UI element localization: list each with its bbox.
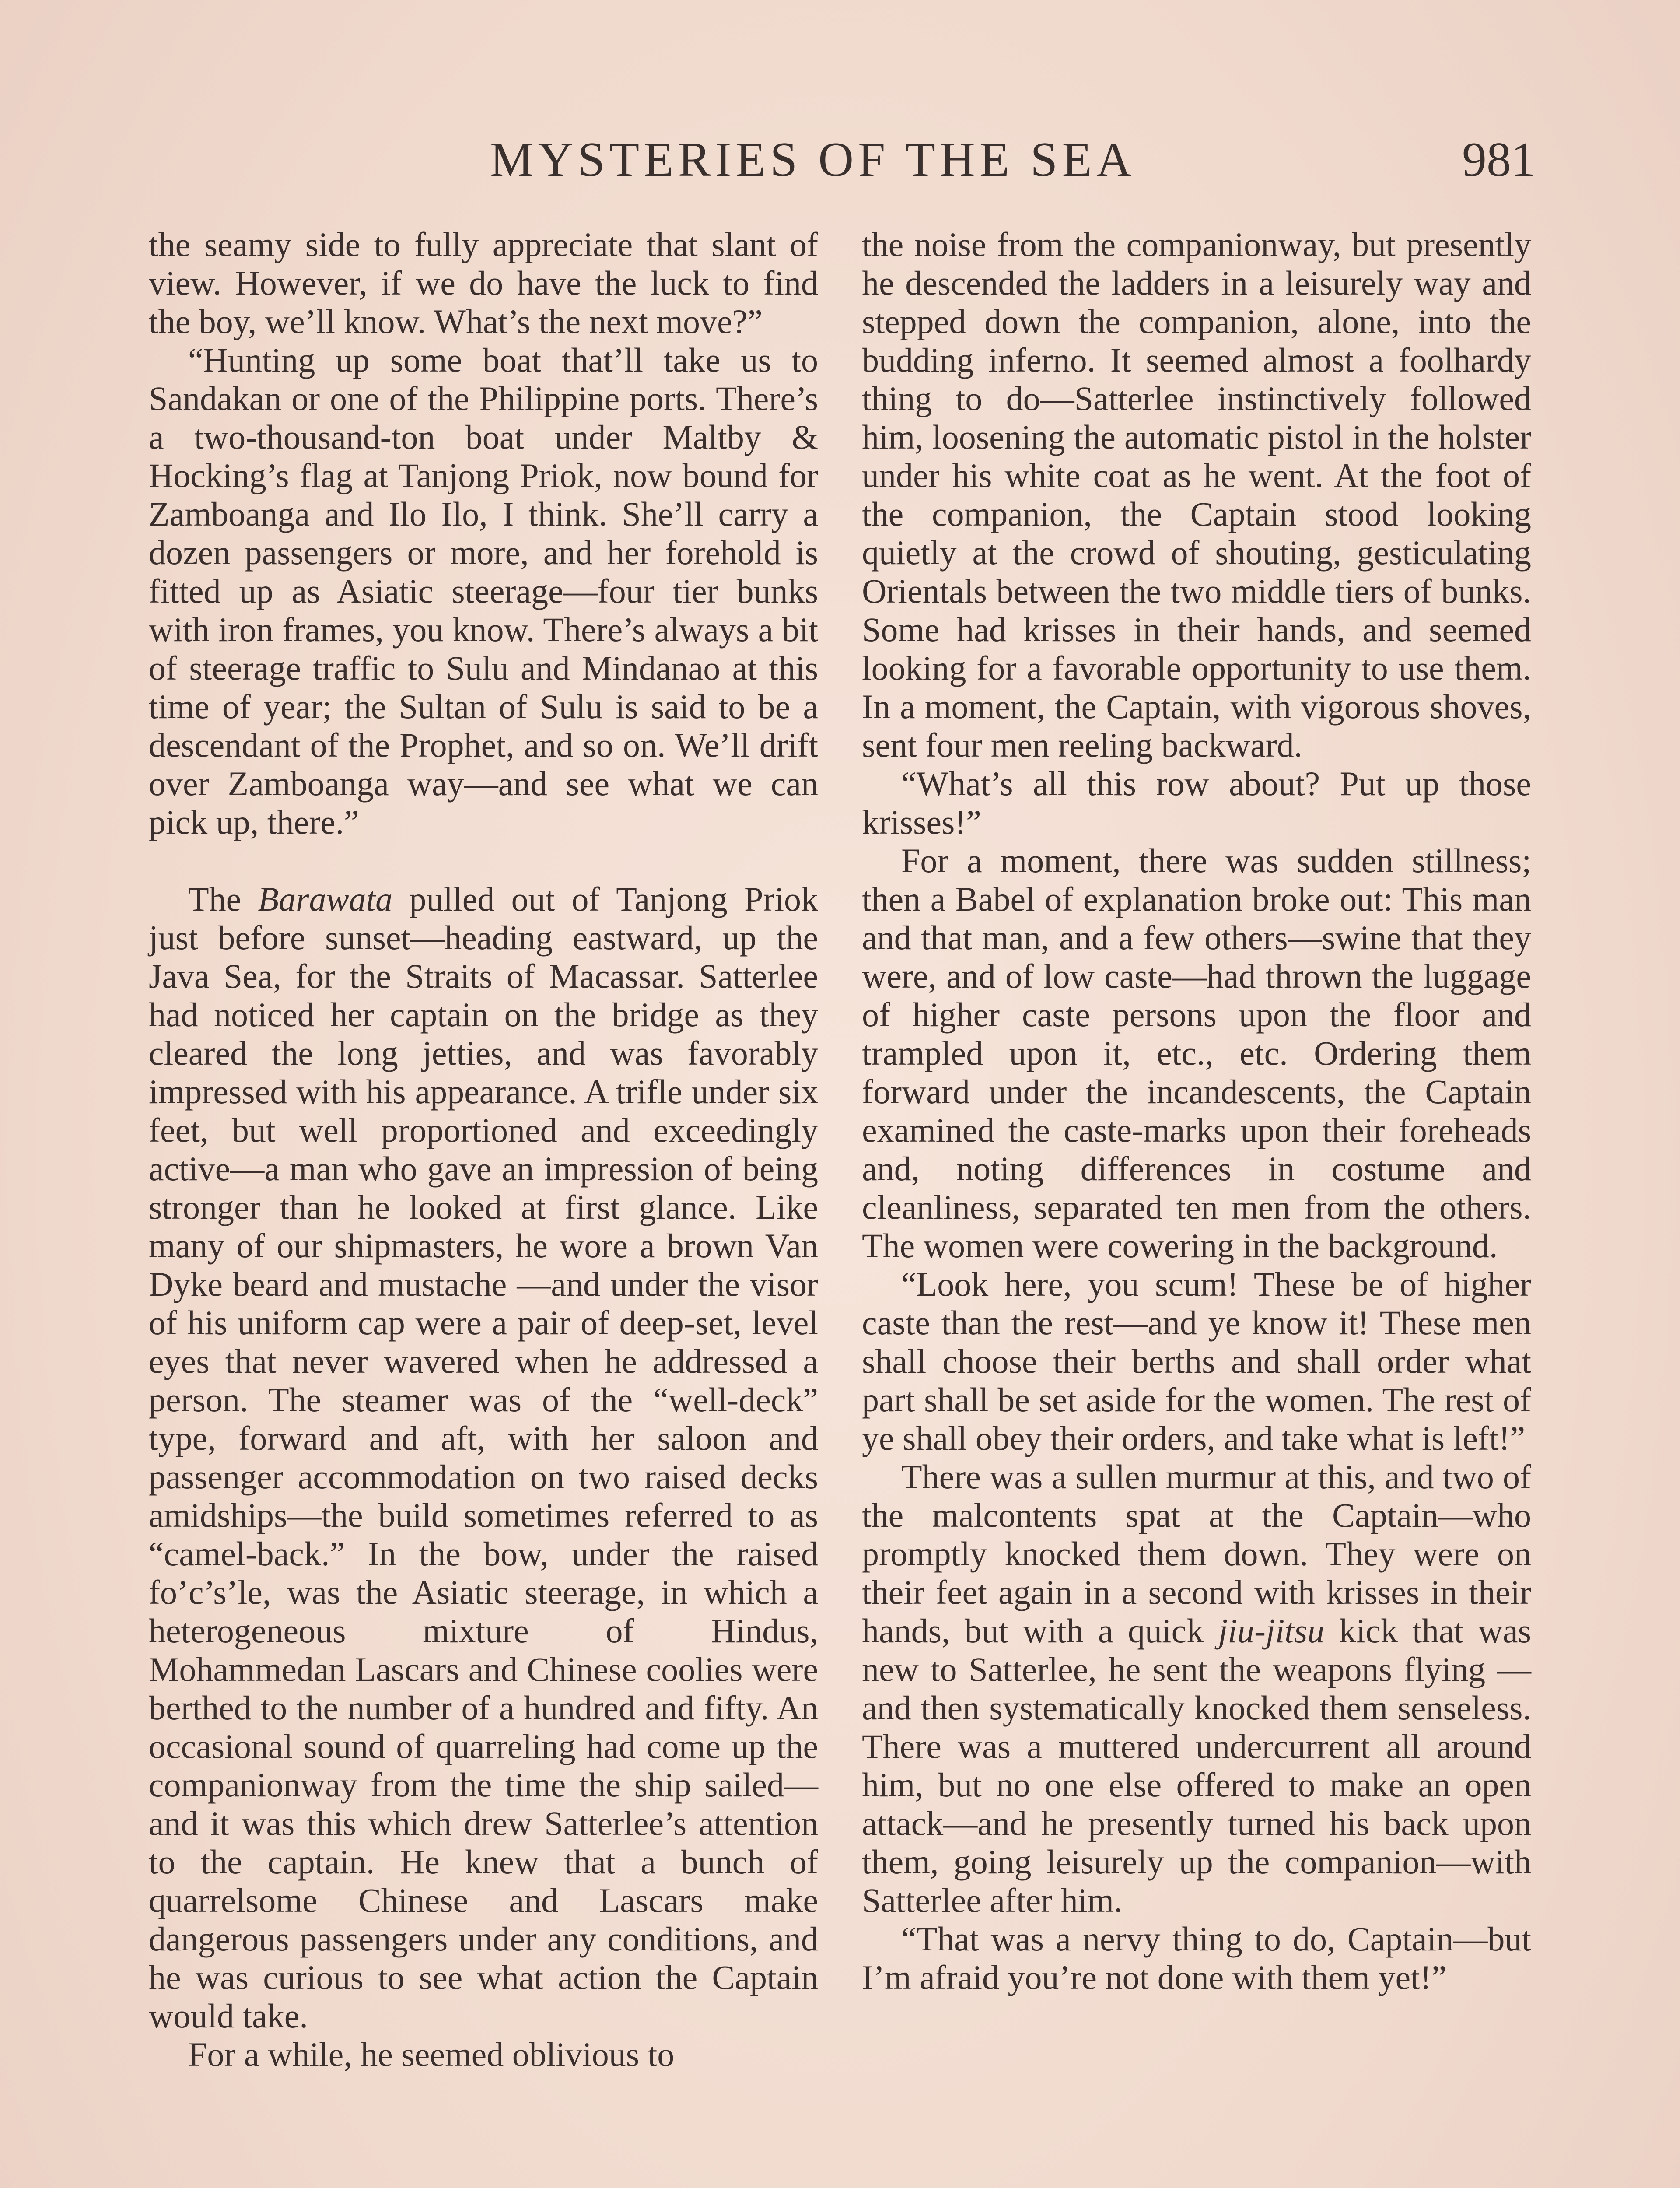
paragraph-lead: The [188,880,258,918]
paragraph: For a moment, there was sudden stillness; then a Babel of explanation broke out: This man and that man, and a few others—swine that they were, and of low caste—had thrown the luggage of higher caste persons upon the floor and trampled upon it, etc., etc. Ordering them forward under the incandescents, the Captain examined the caste-marks upon their foreheads and, noting differences in costume and cleanliness, separated ten men from the others. The women were cowering in the background. [862,842,1531,1265]
paragraph [149,880,818,2035]
paragraph-body: kick that was new to Satterlee, he sent the weapons flying — and then systematically knocked them senseless. There was a muttered undercurrent all around him, but no one else offered to make an open attack—and he presently turned his back upon them, going leisurely up the companion—with Satterlee after him. [862,1612,1531,1919]
ship-name: Barawata [258,880,393,918]
paragraph: “Hunting up some boat that’ll take us to Sandakan or one of the Philippine ports. There’s a two-thousand-ton boat under Maltby & Hocking’s flag at Tanjong Priok, now bound for Zamboanga and Ilo Ilo, I think. She’ll carry a dozen passengers or more, and her forehold is fitted up as Asiatic steerage—four tier bunks with iron frames, you know. There’s always a bit of steerage traffic to Sulu and Mindanao at this time of year; the Sultan of Sulu is said to be a descendant of the Prophet, and so on. We’ll drift over Zamboanga way—and see what we can pick up, there.” [149,341,818,841]
paragraph: “What’s all this row about? Put up those krisses!” [862,764,1531,841]
right-column [862,225,1531,1997]
paragraph: “That was a nervy thing to do, Captain—but I’m afraid you’re not done with them yet!” [862,1920,1531,1996]
paragraph-body: There was a sullen murmur at this, and two of the malcontents spat at the Captain—who promptly knocked them down. They were on their feet again in a second with krisses in their hands, but with a quick [862,1458,1531,1650]
running-title: MYSTERIES OF THE SEA [490,133,1136,187]
paragraph: “Look here, you scum! These be of higher caste than the rest—and ye know it! These men shall choose their berths and shall order what part shall be set aside for the women. The rest of ye shall obey their orders, and take what is left!” [862,1265,1531,1457]
paragraph [862,1458,1531,1920]
paragraph-body: pulled out of Tanjong Priok just before sunset—heading eastward, up the Java Sea, for the Straits of Macassar. Satterlee had noticed her captain on the bridge as they cleared the long jetties, and was favorably impressed with his appearance. A trifle under six feet, but well proportioned and exceedingly active—a man who gave an impression of being stronger than he looked at first glance. Like many of our shipmasters, he wore a brown Van Dyke beard and mustache —and under the visor of his uniform cap were a pair of deep-set, level eyes that never wavered when he addressed a person. The steamer was of the “well-deck” type, forward and aft, with her saloon and passenger accommodation on two raised decks amidships—the build sometimes referred to as “camel-back.” In the bow, under the raised fo’c’s’le, was the Asiatic steerage, in which a heterogeneous mixture of Hindus, Mohammedan Lascars and Chinese coolies were berthed to the number of a hundred and fifty. An occasional sound of quarreling had come up the companionway from the time the ship sailed—and it was this which drew Satterlee’s attention to the captain. He knew that a bunch of quarrelsome Chinese and Lascars make dangerous passengers under any conditions, and he was curious to see what action the Captain would take. [149,880,818,2035]
running-header [0,127,1680,193]
left-column [149,225,818,2074]
paragraph: For a while, he seemed oblivious to [188,2035,675,2073]
paragraph: the noise from the companionway, but presently he descended the ladders in a leisurely way and stepped down the companion, alone, into the budding inferno. It seemed almost a foolhardy thing to do—Satterlee instinctively followed him, loosening the automatic pistol in the holster under his white coat as he went. At the foot of the companion, the Captain stood looking quietly at the crowd of shouting, gesticulating Orientals between the two middle tiers of bunks. Some had krisses in their hands, and seemed looking for a favorable opportunity to use them. In a moment, the Captain, with vigorous shoves, sent four men reeling backward. [862,225,1531,764]
paragraph: the seamy side to fully appreciate that slant of view. However, if we do have the luck to find the boy, we’ll know. What’s the next move?” [149,225,818,340]
emphasis: jiu-jitsu [1218,1612,1325,1650]
page-number: 981 [1462,133,1536,187]
